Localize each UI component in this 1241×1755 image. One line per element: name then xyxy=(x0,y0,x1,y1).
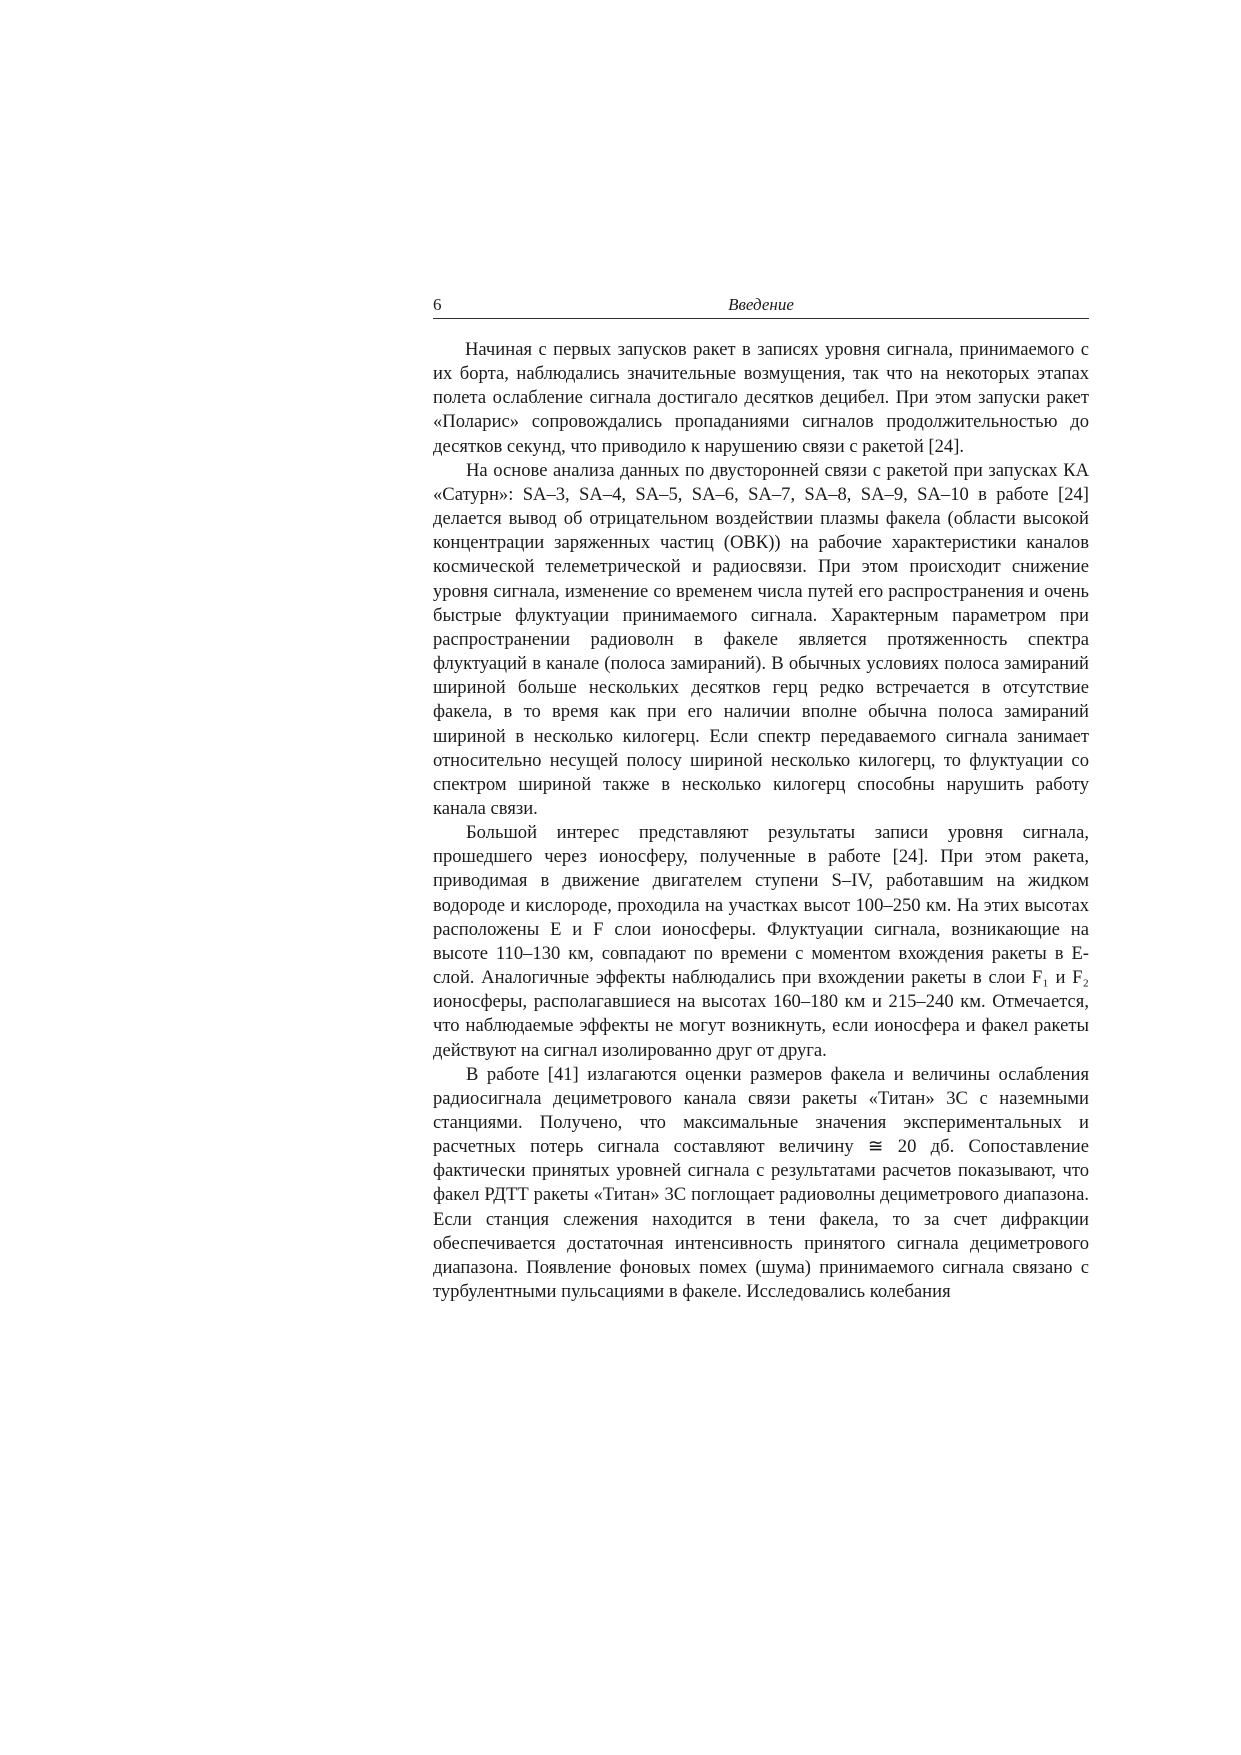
running-title: Введение xyxy=(728,295,794,314)
paragraph-4: В работе [41] излагаются оценки размеров факела и величины ослабления радиосигнала дециметрового канала связи ракеты «Титан» 3С с наземными станциями. Получено, что максимальные значения экспериментальных и расчетных потерь сигнала составляют величину ≅ 20 дб. Сопоставление фактически принятых уровней сигнала с результатами расчетов показывают, что факел РДТТ ракеты «Титан» 3С поглощает радиоволны дециметрового диапазона. Если станция слежения находится в тени факела, то за счет дифракции обеспечивается достаточная интенсивность принятого сигнала дециметрового диапазона. Появление фоновых помех (шума) принимаемого сигнала связано с турбулентными пульсациями в факеле. Исследовались колебания xyxy=(433,1063,1089,1303)
paragraph-3: Большой интерес представляют результаты записи уровня сигнала, прошедшего через ионосферу, полученные в работе [24]. При этом ракета, приводимая в движение двигателем ступени S–IV, работавшим на жидком водороде и кислороде, проходила на участках высот 100–250 км. На этих высотах расположены E и F слои ионосферы. Флуктуации сигнала, возникающие на высоте 110–130 км, совпадают по времени с моментом вхождения ракеты в E-слой. Аналогичные эффекты наблюдались при вхождении ракеты в слои F₁ и F₂ ионосферы, располагавшиеся на высотах 160–180 км и 215–240 км. Отмечается, что наблюдаемые эффекты не могут возникнуть, если ионосфера и факел ракеты действуют на сигнал изолированно друг от друга. xyxy=(433,822,1089,1061)
page-number: 6 xyxy=(433,295,442,314)
page-header xyxy=(433,296,1089,319)
body-text xyxy=(433,338,1089,1304)
paragraph-1: Начиная с первых запусков ракет в записях уровня сигнала, принимаемого с их борта, наблюдались значительные возмущения, так что на некоторых этапах полета ослабление сигнала достигало десятков децибел. При этом запуски ракет «Поларис» сопровождались пропаданиями сигналов продолжительностью до десятков секунд, что приводило к нарушению связи с ракетой [24]. xyxy=(433,339,1089,457)
paragraph-2: На основе анализа данных по двусторонней связи с ракетой при запусках КА «Сатурн»: SA–3, SA–4, SA–5, SA–6, SA–7, SA–8, SA–9, SA–10 в работе [24] делается вывод об отрицательном воздействии плазмы факела (области высокой концентрации заряженных частиц (ОВК)) на рабочие характеристики каналов космической телеметрической и радиосвязи. При этом происходит снижение уровня сигнала, изменение со временем числа путей его распространения и очень быстрые флуктуации принимаемого сигнала. Характерным параметром при распространении радиоволн в факеле является протяженность спектра флуктуаций в канале (полоса замираний). В обычных условиях полоса замираний шириной больше нескольких десятков герц редко встречается в отсутствие факела, в то время как при его наличии вполне обычна полоса замираний шириной в несколько килогерц. Если спектр передаваемого сигнала занимает относительно несущей полосу шириной несколько килогерц, то флуктуации со спектром шириной также в несколько килогерц способны нарушить работу канала связи. xyxy=(433,459,1089,819)
